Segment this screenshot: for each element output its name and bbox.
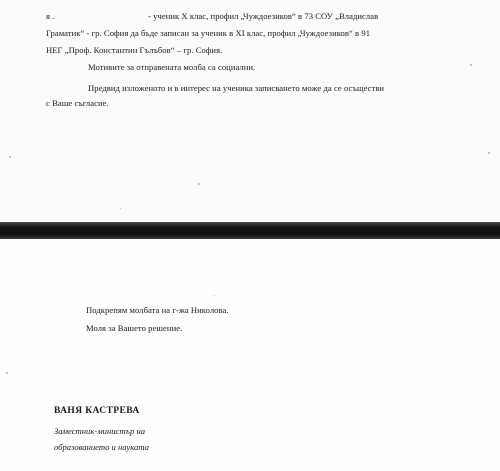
scan-speck <box>488 152 490 154</box>
request-line: Моля за Вашето решение. <box>86 323 183 333</box>
scan-speck <box>9 156 11 158</box>
text-line-2: Граматик“ - гр. София да бъде записан за ученик в XI клас, профил „Чуждоезиков“ в 91 <box>46 28 371 38</box>
scan-speck <box>120 208 121 209</box>
signatory-role-line-2: образованието и науката <box>54 442 149 452</box>
text-line-5: Предвид изложеното и в интерес на ученика записването може да се осъществи <box>88 83 385 93</box>
scan-gap-bar <box>0 222 500 239</box>
scan-speck <box>214 295 215 296</box>
text-line-6: с Ваше съгласие. <box>46 98 109 108</box>
text-line-1-prefix: я . <box>46 11 55 21</box>
document-bottom-scan <box>0 239 500 471</box>
scan-speck <box>6 372 8 374</box>
text-line-3: НЕГ „Проф. Константин Гълъбов“ – гр. София. <box>46 45 223 55</box>
scan-speck <box>198 183 200 185</box>
signatory-name: ВАНЯ КАСТРЕВА <box>54 406 140 416</box>
text-line-4: Мотивите за отправената молба са социални. <box>88 62 256 72</box>
support-line: Подкрепям молбата на г-жа Николова. <box>86 305 229 315</box>
text-line-1: - ученик X клас, профил „Чуждоезиков“ в 73 СОУ „Владислав <box>148 11 379 21</box>
scan-speck <box>470 64 472 66</box>
signatory-role-line-1: Заместник-министър на <box>54 426 146 436</box>
document-top-scan <box>0 0 500 222</box>
